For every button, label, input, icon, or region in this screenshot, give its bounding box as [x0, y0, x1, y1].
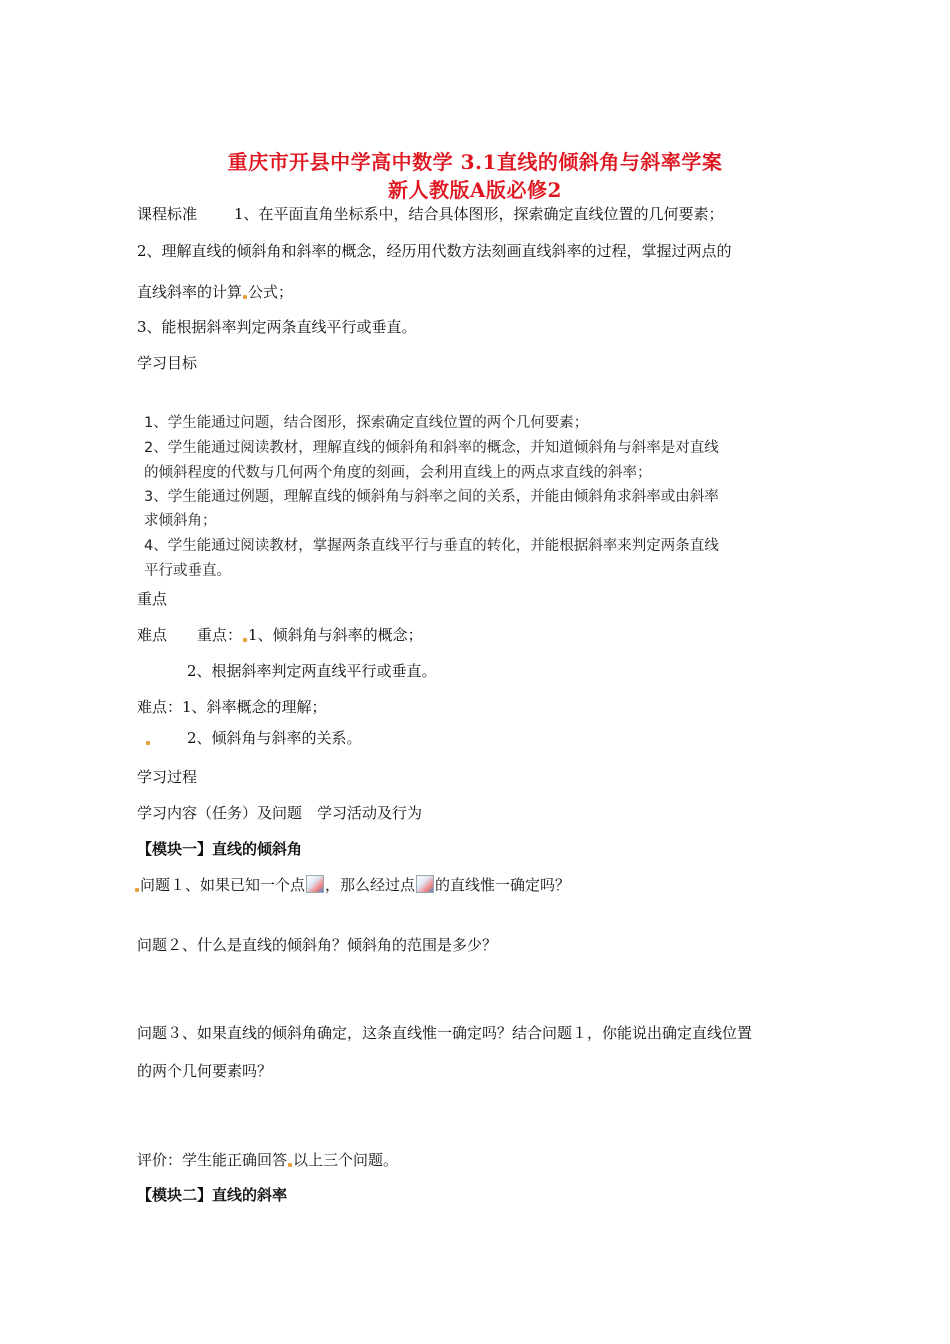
mark-dot-icon [288, 1163, 292, 1167]
standard-item-3: 3、能根据斜率判定两条直线平行或垂直。 [137, 318, 417, 336]
title-line-1: 重庆市开县中学高中数学 3.1直线的倾斜角与斜率学案 [227, 150, 723, 174]
goal-3b: 求倾斜角； [144, 513, 217, 529]
key-item-2: 2、根据斜率判定两直线平行或垂直。 [187, 662, 437, 680]
difficulty-title: 难点： [137, 698, 183, 716]
standard-item-2a: 2、理解直线的倾斜角和斜率的概念，经历用代数方法刻画直线斜率的过程，掌握过两点的 [137, 242, 732, 260]
question-1 [134, 874, 570, 895]
standard-item-2b-part2: 公式； [248, 283, 294, 301]
question-1-part1: 问题１、如果已知一个点 [140, 876, 306, 894]
evaluation-part1: 评价：学生能正确回答 [137, 1151, 288, 1169]
difficulty-row [137, 696, 327, 717]
standard-item-2b [137, 281, 293, 302]
evaluation [137, 1149, 398, 1170]
process-columns: 学习内容（任务）及问题 学习活动及行为 [137, 804, 423, 822]
point-image-icon [416, 875, 434, 893]
title-line-2: 新人教版A版必修2 [388, 178, 562, 202]
mark-dot-icon [243, 638, 247, 642]
question-1-part3: 的直线惟一确定吗？ [435, 876, 571, 894]
point-image-icon [306, 875, 324, 893]
goal-4a: 4、学生能通过阅读教材，掌握两条直线平行与垂直的转化，并能根据斜率来判定两条直线 [144, 538, 719, 554]
evaluation-part2: 以上三个问题。 [293, 1151, 399, 1169]
question-1-part2: ，那么经过点 [325, 876, 416, 894]
difficulty-item-2: 2、倾斜角与斜率的关系。 [187, 729, 362, 747]
goal-2a: 2、学生能通过阅读教材，理解直线的倾斜角和斜率的概念，并知道倾斜角与斜率是对直线 [144, 440, 719, 456]
goals-label: 学习目标 [137, 354, 198, 372]
standard-label: 课程标准 [137, 205, 198, 223]
mark-dot-icon [135, 888, 139, 892]
goal-3a: 3、学生能通过例题，理解直线的倾斜角与斜率之间的关系，并能由倾斜角求斜率或由斜率 [144, 489, 719, 505]
goal-1: 1、学生能通过问题，结合图形，探索确定直线位置的两个几何要素； [144, 415, 589, 431]
key-title: 重点： [197, 626, 243, 644]
difficulty-row-2 [145, 727, 362, 748]
module-2-heading: 【模块二】直线的斜率 [137, 1186, 288, 1204]
difficulty-item-1: 1、斜率概念的理解； [182, 698, 327, 716]
question-3b: 的两个几何要素吗？ [137, 1062, 273, 1080]
key-item-1: 1、倾斜角与斜率的概念； [248, 626, 423, 644]
difficulty-label: 难点 [137, 626, 168, 644]
process-label: 学习过程 [137, 768, 198, 786]
module-1-heading: 【模块一】直线的倾斜角 [137, 840, 303, 858]
mark-dot-icon [146, 741, 150, 745]
standard-item-2b-part1: 直线斜率的计算 [137, 283, 243, 301]
question-3a: 问题３、如果直线的倾斜角确定，这条直线惟一确定吗？结合问题１，你能说出确定直线位置 [137, 1024, 753, 1042]
standard-item-1: 1、在平面直角坐标系中，结合具体图形，探索确定直线位置的几何要素； [234, 205, 724, 223]
question-2: 问题２、什么是直线的倾斜角？倾斜角的范围是多少？ [137, 936, 498, 954]
goal-4b: 平行或垂直。 [144, 563, 231, 579]
key-label: 重点 [137, 590, 168, 608]
key-difficulty-row [137, 624, 423, 645]
goal-2b: 的倾斜程度的代数与几何两个角度的刻画，会利用直线上的两点求直线的斜率； [144, 465, 652, 481]
mark-dot-icon [243, 295, 247, 299]
